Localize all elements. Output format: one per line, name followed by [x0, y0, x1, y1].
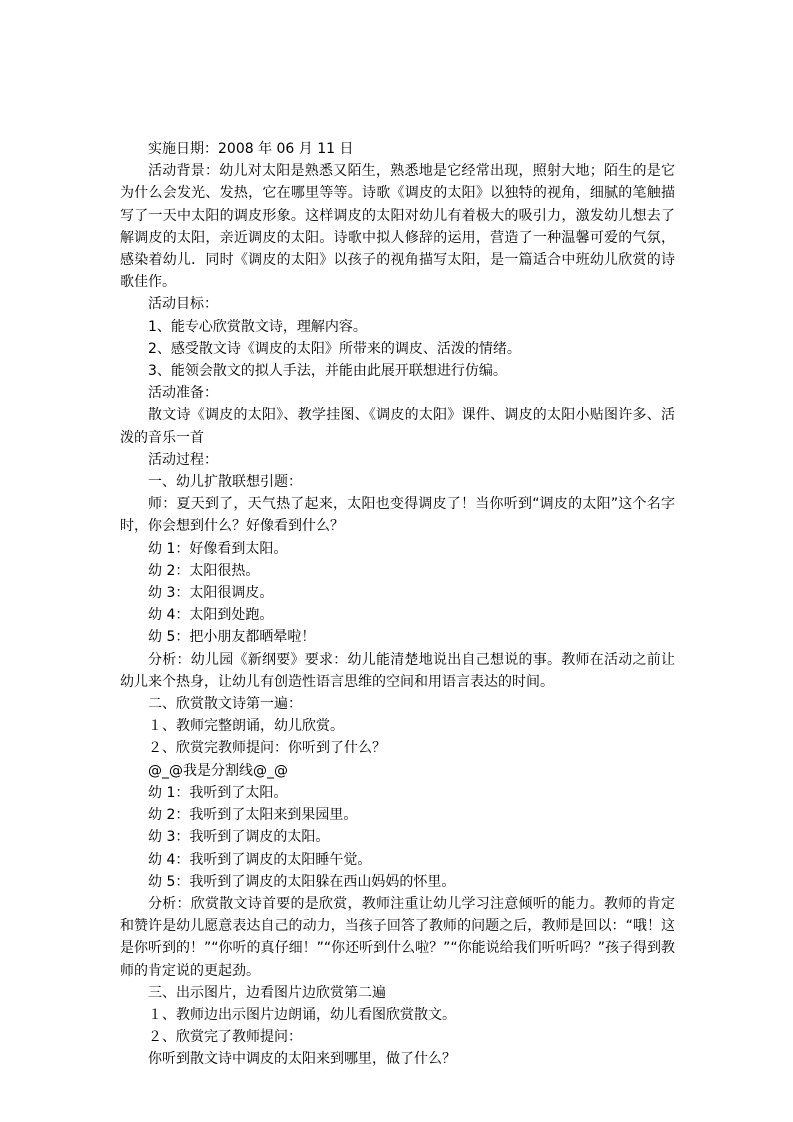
child-answer-2-5: 幼 5：我听到了调皮的太阳躲在西山妈妈的怀里。: [148, 873, 456, 890]
goal-item-3: 3、能领会散文的拟人手法，并能由此展开联想进行仿编。: [148, 363, 507, 380]
child-answer-2-2: 幼 2：我听到了太阳来到果园里。: [148, 807, 358, 824]
step-2-item-1: １、教师完整朗诵，幼儿欣赏。: [148, 718, 344, 735]
date-line: 实施日期：2008 年 06 月 11 日: [148, 141, 354, 157]
goals-heading: 活动目标：: [148, 296, 218, 313]
preparation-heading: 活动准备：: [148, 385, 218, 402]
teacher-question-1: 师：夏天到了，天气热了起来，太阳也变得调皮了！当你听到“调皮的太阳”这个名字时，你会想到什么？好像看到什么？: [120, 496, 675, 535]
divider-line: @_@我是分割线@_@: [148, 762, 288, 779]
child-answer-2-4: 幼 4：我听到了调皮的太阳睡午觉。: [148, 851, 372, 868]
analysis-2: 分析：欣赏散文诗首要的是欣赏，教师注重让幼儿学习注意倾听的能力。教师的肯定和赞许是幼儿愿意表达自己的动力，当孩子回答了教师的问题之后，教师是回以：“哦！这是你听到的！”“你听的真仔细！”“你还听到什么啦？”“你能说给我们听听吗？”孩子得到教师的肯定说的更起劲。: [120, 895, 675, 979]
analysis-1: 分析：幼儿园《新纲要》要求：幼儿能清楚地说出自己想说的事。教师在活动之前让幼儿来个热身，让幼儿有创造性语言思维的空间和用语言表达的时间。: [120, 651, 675, 690]
document-page: [120, 138, 675, 1071]
goal-item-1: 1、能专心欣赏散文诗，理解内容。: [148, 318, 367, 335]
step-3-item-2: ２、欣赏完了教师提问：: [148, 1029, 302, 1046]
child-answer-1-1: 幼 1：好像看到太阳。: [148, 540, 288, 557]
step-3-heading: 三、出示图片，边看图片边欣赏第二遍: [148, 984, 386, 1001]
step-1-heading: 一、幼儿扩散联想引题：: [148, 474, 302, 491]
step-3-item-1: １、教师边出示图片边朗诵，幼儿看图欣赏散文。: [148, 1006, 456, 1023]
step-2-heading: 二、欣赏散文诗第一遍：: [148, 696, 302, 713]
teacher-question-3: 你听到散文诗中调皮的太阳来到哪里，做了什么？: [148, 1051, 456, 1068]
process-heading: 活动过程：: [148, 451, 218, 468]
child-answer-1-5: 幼 5：把小朋友都晒晕啦！: [148, 629, 316, 646]
child-answer-2-3: 幼 3：我听到了调皮的太阳。: [148, 829, 330, 846]
child-answer-1-2: 幼 2：太阳很热。: [148, 562, 260, 579]
child-answer-2-1: 幼 1：我听到了太阳。: [148, 784, 288, 801]
step-2-item-2: ２、欣赏完教师提问：你听到了什么？: [148, 740, 386, 757]
child-answer-1-4: 幼 4：太阳到处跑。: [148, 607, 274, 624]
preparation-paragraph: 散文诗《调皮的太阳》、教学挂图、《调皮的太阳》课件、调皮的太阳小贴图许多、活泼的音乐一首: [120, 407, 675, 446]
goal-item-2: 2、感受散文诗《调皮的太阳》所带来的调皮、活泼的情绪。: [148, 340, 521, 357]
background-paragraph: 活动背景：幼儿对太阳是熟悉又陌生，熟悉地是它经常出现，照射大地；陌生的是它为什么会发光、发热，它在哪里等等。诗歌《调皮的太阳》以独特的视角，细腻的笔触描写了一天中太阳的调皮形象。这样调皮的太阳对幼儿有着极大的吸引力，激发幼儿想去了解调皮的太阳，亲近调皮的太阳。诗歌中拟人修辞的运用，营造了一种温馨可爱的气氛，感染着幼儿．同时《调皮的太阳》以孩子的视角描写太阳，是一篇适合中班幼儿欣赏的诗歌佳作。: [120, 163, 675, 291]
child-answer-1-3: 幼 3：太阳很调皮。: [148, 585, 274, 602]
